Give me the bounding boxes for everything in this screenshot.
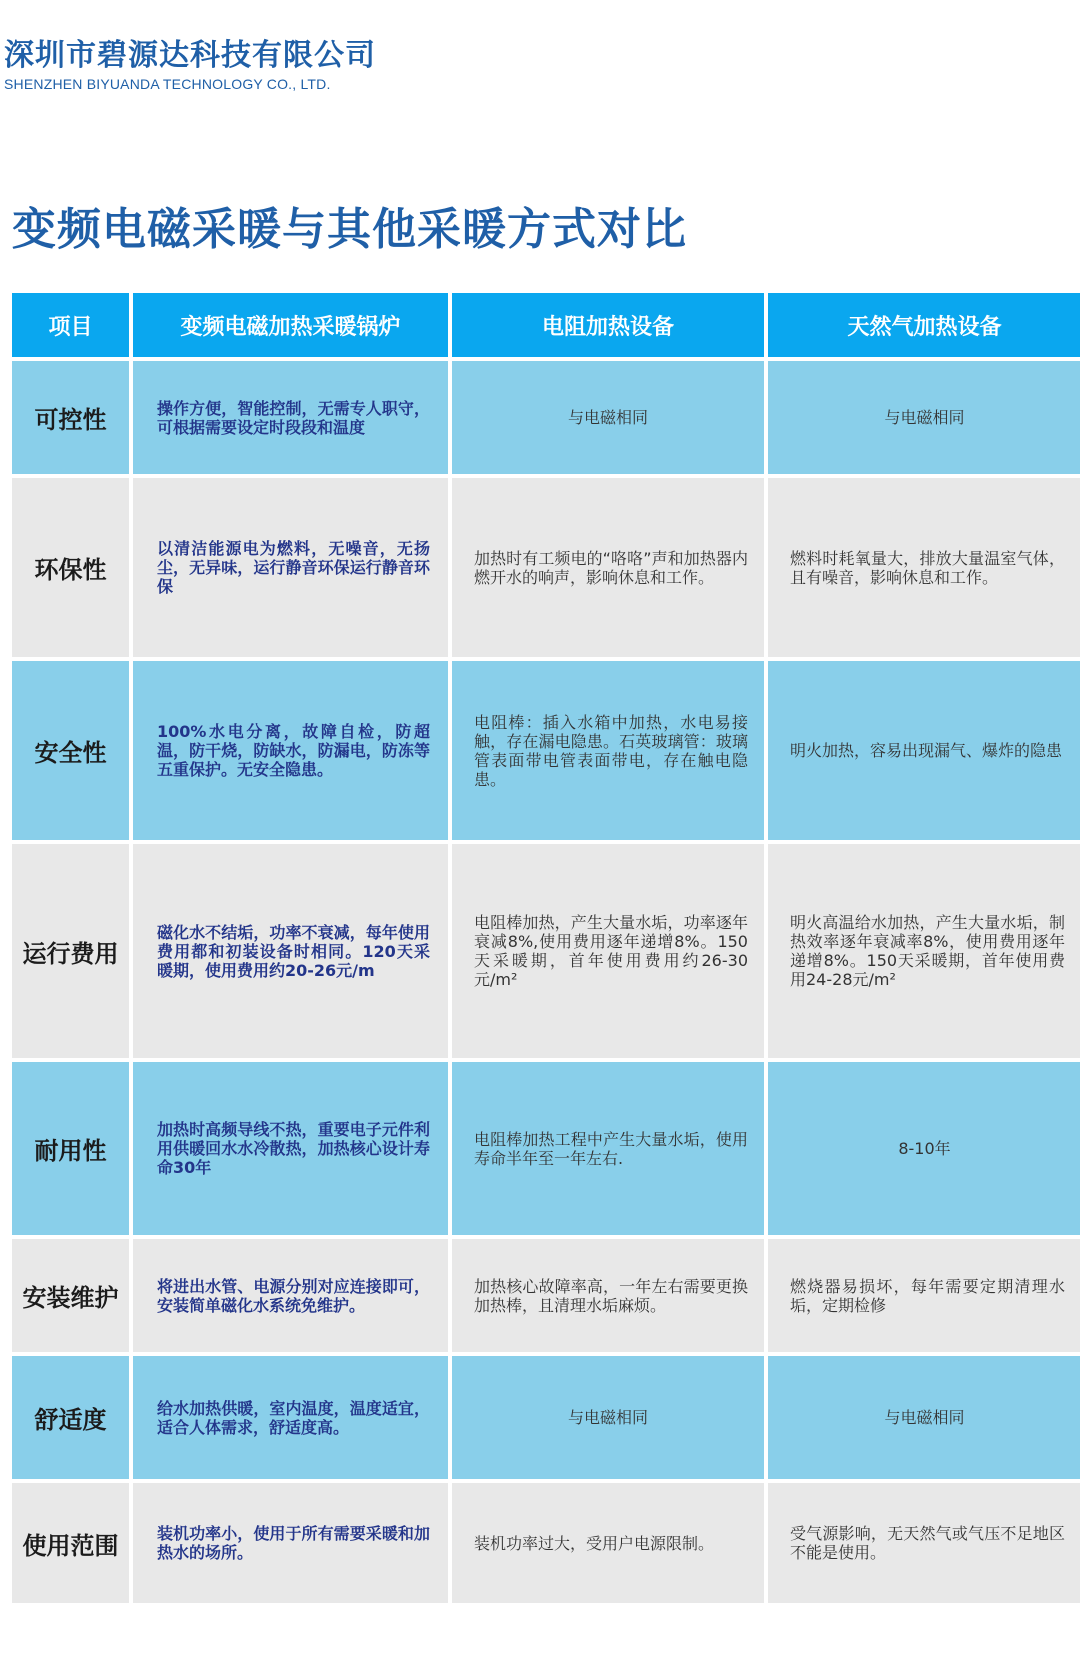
cell-induction-installation: 将进出水管、电源分别对应连接即可，安装简单磁化水系统免维护。 (133, 1239, 448, 1352)
cell-resistance-durability: 电阻棒加热工程中产生大量水垢，使用寿命半年至一年左右. (452, 1062, 764, 1235)
cell-resistance-scope: 装机功率过大，受用户电源限制。 (452, 1483, 764, 1603)
cell-induction-safety: 100%水电分离，故障自检，防超温，防干烧，防缺水，防漏电，防冻等五重保护。无安全隐患。 (133, 661, 448, 840)
row-label-durability: 耐用性 (12, 1062, 129, 1235)
header-gas: 天然气加热设备 (768, 293, 1080, 357)
company-name-en: SHENZHEN BIYUANDA TECHNOLOGY CO., LTD. (4, 76, 331, 92)
row-label-safety: 安全性 (12, 661, 129, 840)
company-logo (4, 36, 376, 92)
company-name-cn: 深圳市碧源达科技有限公司 (4, 38, 376, 73)
cell-resistance-environmental: 加热时有工频电的“咯咯”声和加热器内燃开水的响声，影响休息和工作。 (452, 478, 764, 657)
row-label-operating-cost: 运行费用 (12, 844, 129, 1058)
cell-gas-comfort: 与电磁相同 (768, 1356, 1080, 1479)
row-label-scope: 使用范围 (12, 1483, 129, 1603)
cell-gas-operating-cost: 明火高温给水加热，产生大量水垢，制热效率逐年衰减率8%，使用费用逐年递增8%。150天采暖期，首年使用费用24-28元/m² (768, 844, 1080, 1058)
cell-resistance-controllability: 与电磁相同 (452, 361, 764, 474)
cell-gas-safety: 明火加热，容易出现漏气、爆炸的隐患 (768, 661, 1080, 840)
header-induction: 变频电磁加热采暖锅炉 (133, 293, 448, 357)
row-label-comfort: 舒适度 (12, 1356, 129, 1479)
cell-induction-durability: 加热时高频导线不热，重要电子元件利用供暖回水水冷散热，加热核心设计寿命30年 (133, 1062, 448, 1235)
cell-gas-durability: 8-10年 (768, 1062, 1080, 1235)
cell-gas-controllability: 与电磁相同 (768, 361, 1080, 474)
cell-gas-environmental: 燃料时耗氧量大，排放大量温室气体，且有噪音，影响休息和工作。 (768, 478, 1080, 657)
row-label-installation: 安装维护 (12, 1239, 129, 1352)
header-resistance: 电阻加热设备 (452, 293, 764, 357)
page-title: 变频电磁采暖与其他采暖方式对比 (12, 204, 687, 255)
cell-gas-installation: 燃烧器易损坏，每年需要定期清理水垢，定期检修 (768, 1239, 1080, 1352)
cell-induction-comfort: 给水加热供暖，室内温度，温度适宜，适合人体需求，舒适度高。 (133, 1356, 448, 1479)
cell-resistance-installation: 加热核心故障率高，一年左右需要更换加热棒，且清理水垢麻烦。 (452, 1239, 764, 1352)
header-item: 项目 (12, 293, 129, 357)
cell-induction-controllability: 操作方便，智能控制，无需专人职守，可根据需要设定时段段和温度 (133, 361, 448, 474)
cell-induction-scope: 装机功率小，使用于所有需要采暖和加热水的场所。 (133, 1483, 448, 1603)
cell-resistance-operating-cost: 电阻棒加热，产生大量水垢，功率逐年衰减8%,使用费用逐年递增8%。150天采暖期，首年使用费用约26-30元/m² (452, 844, 764, 1058)
cell-gas-scope: 受气源影响，无天然气或气压不足地区不能是使用。 (768, 1483, 1080, 1603)
comparison-table (12, 293, 1069, 1603)
cell-induction-environmental: 以清洁能源电为燃料，无噪音，无扬尘，无异味，运行静音环保运行静音环保 (133, 478, 448, 657)
row-label-controllability: 可控性 (12, 361, 129, 474)
cell-resistance-comfort: 与电磁相同 (452, 1356, 764, 1479)
cell-induction-operating-cost: 磁化水不结垢，功率不衰减，每年使用费用都和初装设备时相同。120天采暖期，使用费用约20-26元/m (133, 844, 448, 1058)
cell-resistance-safety: 电阻棒：插入水箱中加热，水电易接触，存在漏电隐患。石英玻璃管：玻璃管表面带电管表面带电，存在触电隐患。 (452, 661, 764, 840)
row-label-environmental: 环保性 (12, 478, 129, 657)
